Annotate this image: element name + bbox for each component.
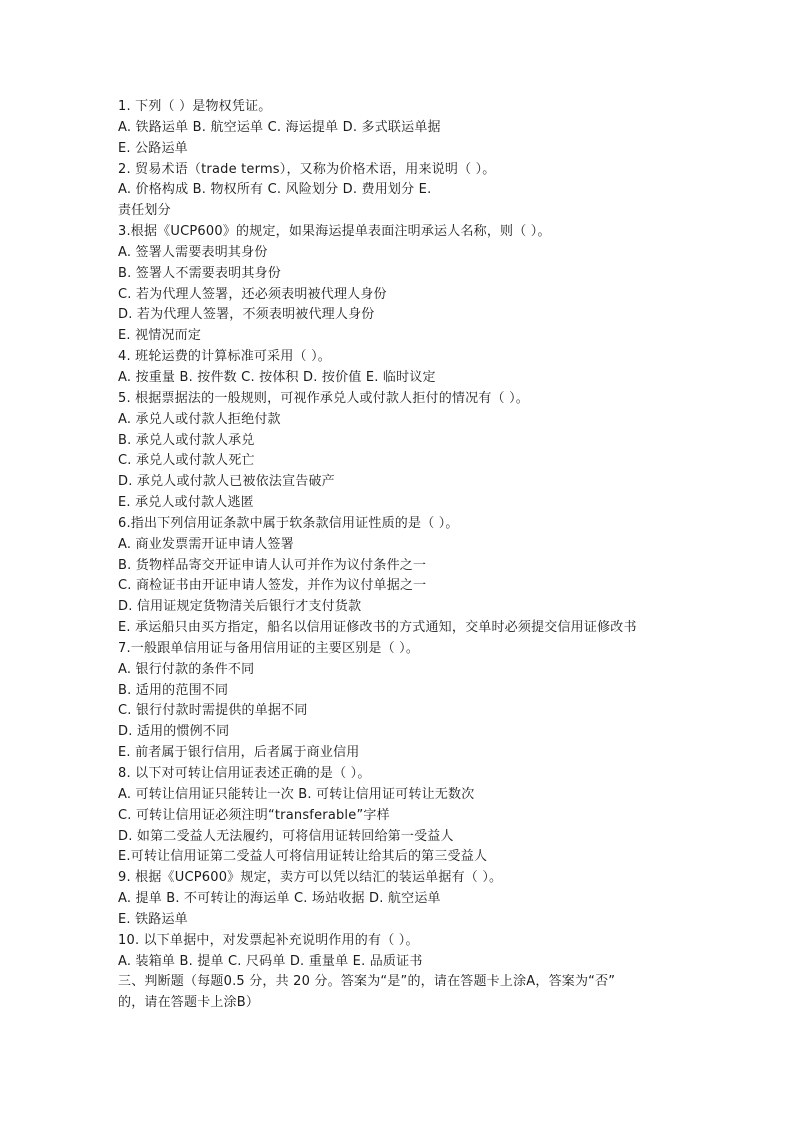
question-5-stem: 5. 根据票据法的一般规则，可视作承兑人或付款人拒付的情况有（ ）。	[118, 390, 529, 406]
question-2-option-e: 责任划分	[118, 203, 171, 219]
question-7-option-c: C. 银行付款时需提供的单据不同	[118, 703, 308, 719]
question-5-option-a: A. 承兑人或付款人拒绝付款	[118, 411, 281, 427]
question-1-stem: 1. 下列（ ）是物权凭证。	[118, 99, 272, 114]
question-3-option-b: B. 签署人不需要表明其身份	[118, 265, 281, 281]
question-3-option-c: C. 若为代理人签署，还必须表明被代理人身份	[118, 286, 387, 302]
question-7-stem: 7.一般跟单信用证与备用信用证的主要区别是（ ）。	[118, 640, 420, 656]
question-2-options: A. 价格构成 B. 物权所有 C. 风险划分 D. 费用划分 E.	[118, 182, 432, 198]
question-6-option-b: B. 货物样品寄交开证申请人认可并作为议付条件之一	[118, 557, 427, 573]
question-4-options: A. 按重量 B. 按件数 C. 按体积 D. 按价值 E. 临时议定	[118, 369, 436, 385]
question-6-option-c: C. 商检证书由开证申请人签发，并作为议付单据之一	[118, 578, 427, 594]
question-3-option-a: A. 签署人需要表明其身份	[118, 244, 268, 260]
question-5-option-b: B. 承兑人或付款人承兑	[118, 432, 255, 448]
question-8-options-ab: A. 可转让信用证只能转让一次 B. 可转让信用证可转让无数次	[118, 786, 475, 802]
question-6-option-a: A. 商业发票需开证申请人签署	[118, 536, 294, 552]
question-1-options: A. 铁路运单 B. 航空运单 C. 海运提单 D. 多式联运单据	[118, 119, 441, 135]
question-6-option-d: D. 信用证规定货物清关后银行才支付货款	[118, 599, 362, 615]
question-3-option-d: D. 若为代理人签署，不须表明被代理人身份	[118, 307, 375, 323]
question-3-option-e: E. 视情况而定	[118, 328, 202, 344]
question-7-option-a: A. 银行付款的条件不同	[118, 661, 255, 677]
question-9-options: A. 提单 B. 不可转让的海运单 C. 场站收据 D. 航空运单	[118, 891, 441, 907]
question-7-option-e: E. 前者属于银行信用，后者属于商业信用	[118, 745, 360, 761]
question-8-option-c: C. 可转让信用证必须注明“transferable”字样	[118, 807, 390, 823]
question-3-stem: 3.根据《UCP600》的规定，如果海运提单表面注明承运人名称，则（ ）。	[118, 224, 551, 240]
section-3-heading: 三、判断题（每题0.5 分，共 20 分。答案为“是”的，请在答题卡上涂A，答案为“否”	[118, 974, 616, 990]
question-1-option-e: E. 公路运单	[118, 140, 188, 156]
question-10-stem: 10. 以下单据中，对发票起补充说明作用的有（ ）。	[118, 932, 419, 948]
document-body	[118, 97, 688, 1014]
question-8-option-d: D. 如第二受益人无法履约，可将信用证转回给第一受益人	[118, 828, 454, 844]
question-10-options: A. 装箱单 B. 提单 C. 尺码单 D. 重量单 E. 品质证书	[118, 953, 423, 969]
question-8-stem: 8. 以下对可转让信用证表述正确的是（ ）。	[118, 766, 371, 781]
question-9-option-e: E. 铁路运单	[118, 911, 188, 927]
question-7-option-b: B. 适用的范围不同	[118, 682, 229, 698]
question-5-option-e: E. 承兑人或付款人逃匿	[118, 495, 254, 511]
question-9-stem: 9. 根据《UCP600》规定，卖方可以凭以结汇的装运单据有（ ）。	[118, 870, 503, 886]
question-2-stem: 2. 贸易术语（trade terms），又称为价格术语，用来说明（ ）。	[118, 161, 496, 177]
question-5-option-d: D. 承兑人或付款人已被依法宣告破产	[118, 474, 335, 490]
section-3-heading-cont: 的，请在答题卡上涂B）	[118, 995, 260, 1011]
question-5-option-c: C. 承兑人或付款人死亡	[118, 453, 255, 469]
question-6-option-e: E. 承运船只由买方指定，船名以信用证修改书的方式通知，交单时必须提交信用证修改书	[118, 620, 637, 636]
question-8-option-e: E.可转让信用证第二受益人可将信用证转让给其后的第三受益人	[118, 849, 488, 865]
question-6-stem: 6.指出下列信用证条款中属于软条款信用证性质的是（ ）。	[118, 515, 459, 531]
question-7-option-d: D. 适用的惯例不同	[118, 724, 230, 740]
question-4-stem: 4. 班轮运费的计算标准可采用（ ）。	[118, 349, 331, 365]
